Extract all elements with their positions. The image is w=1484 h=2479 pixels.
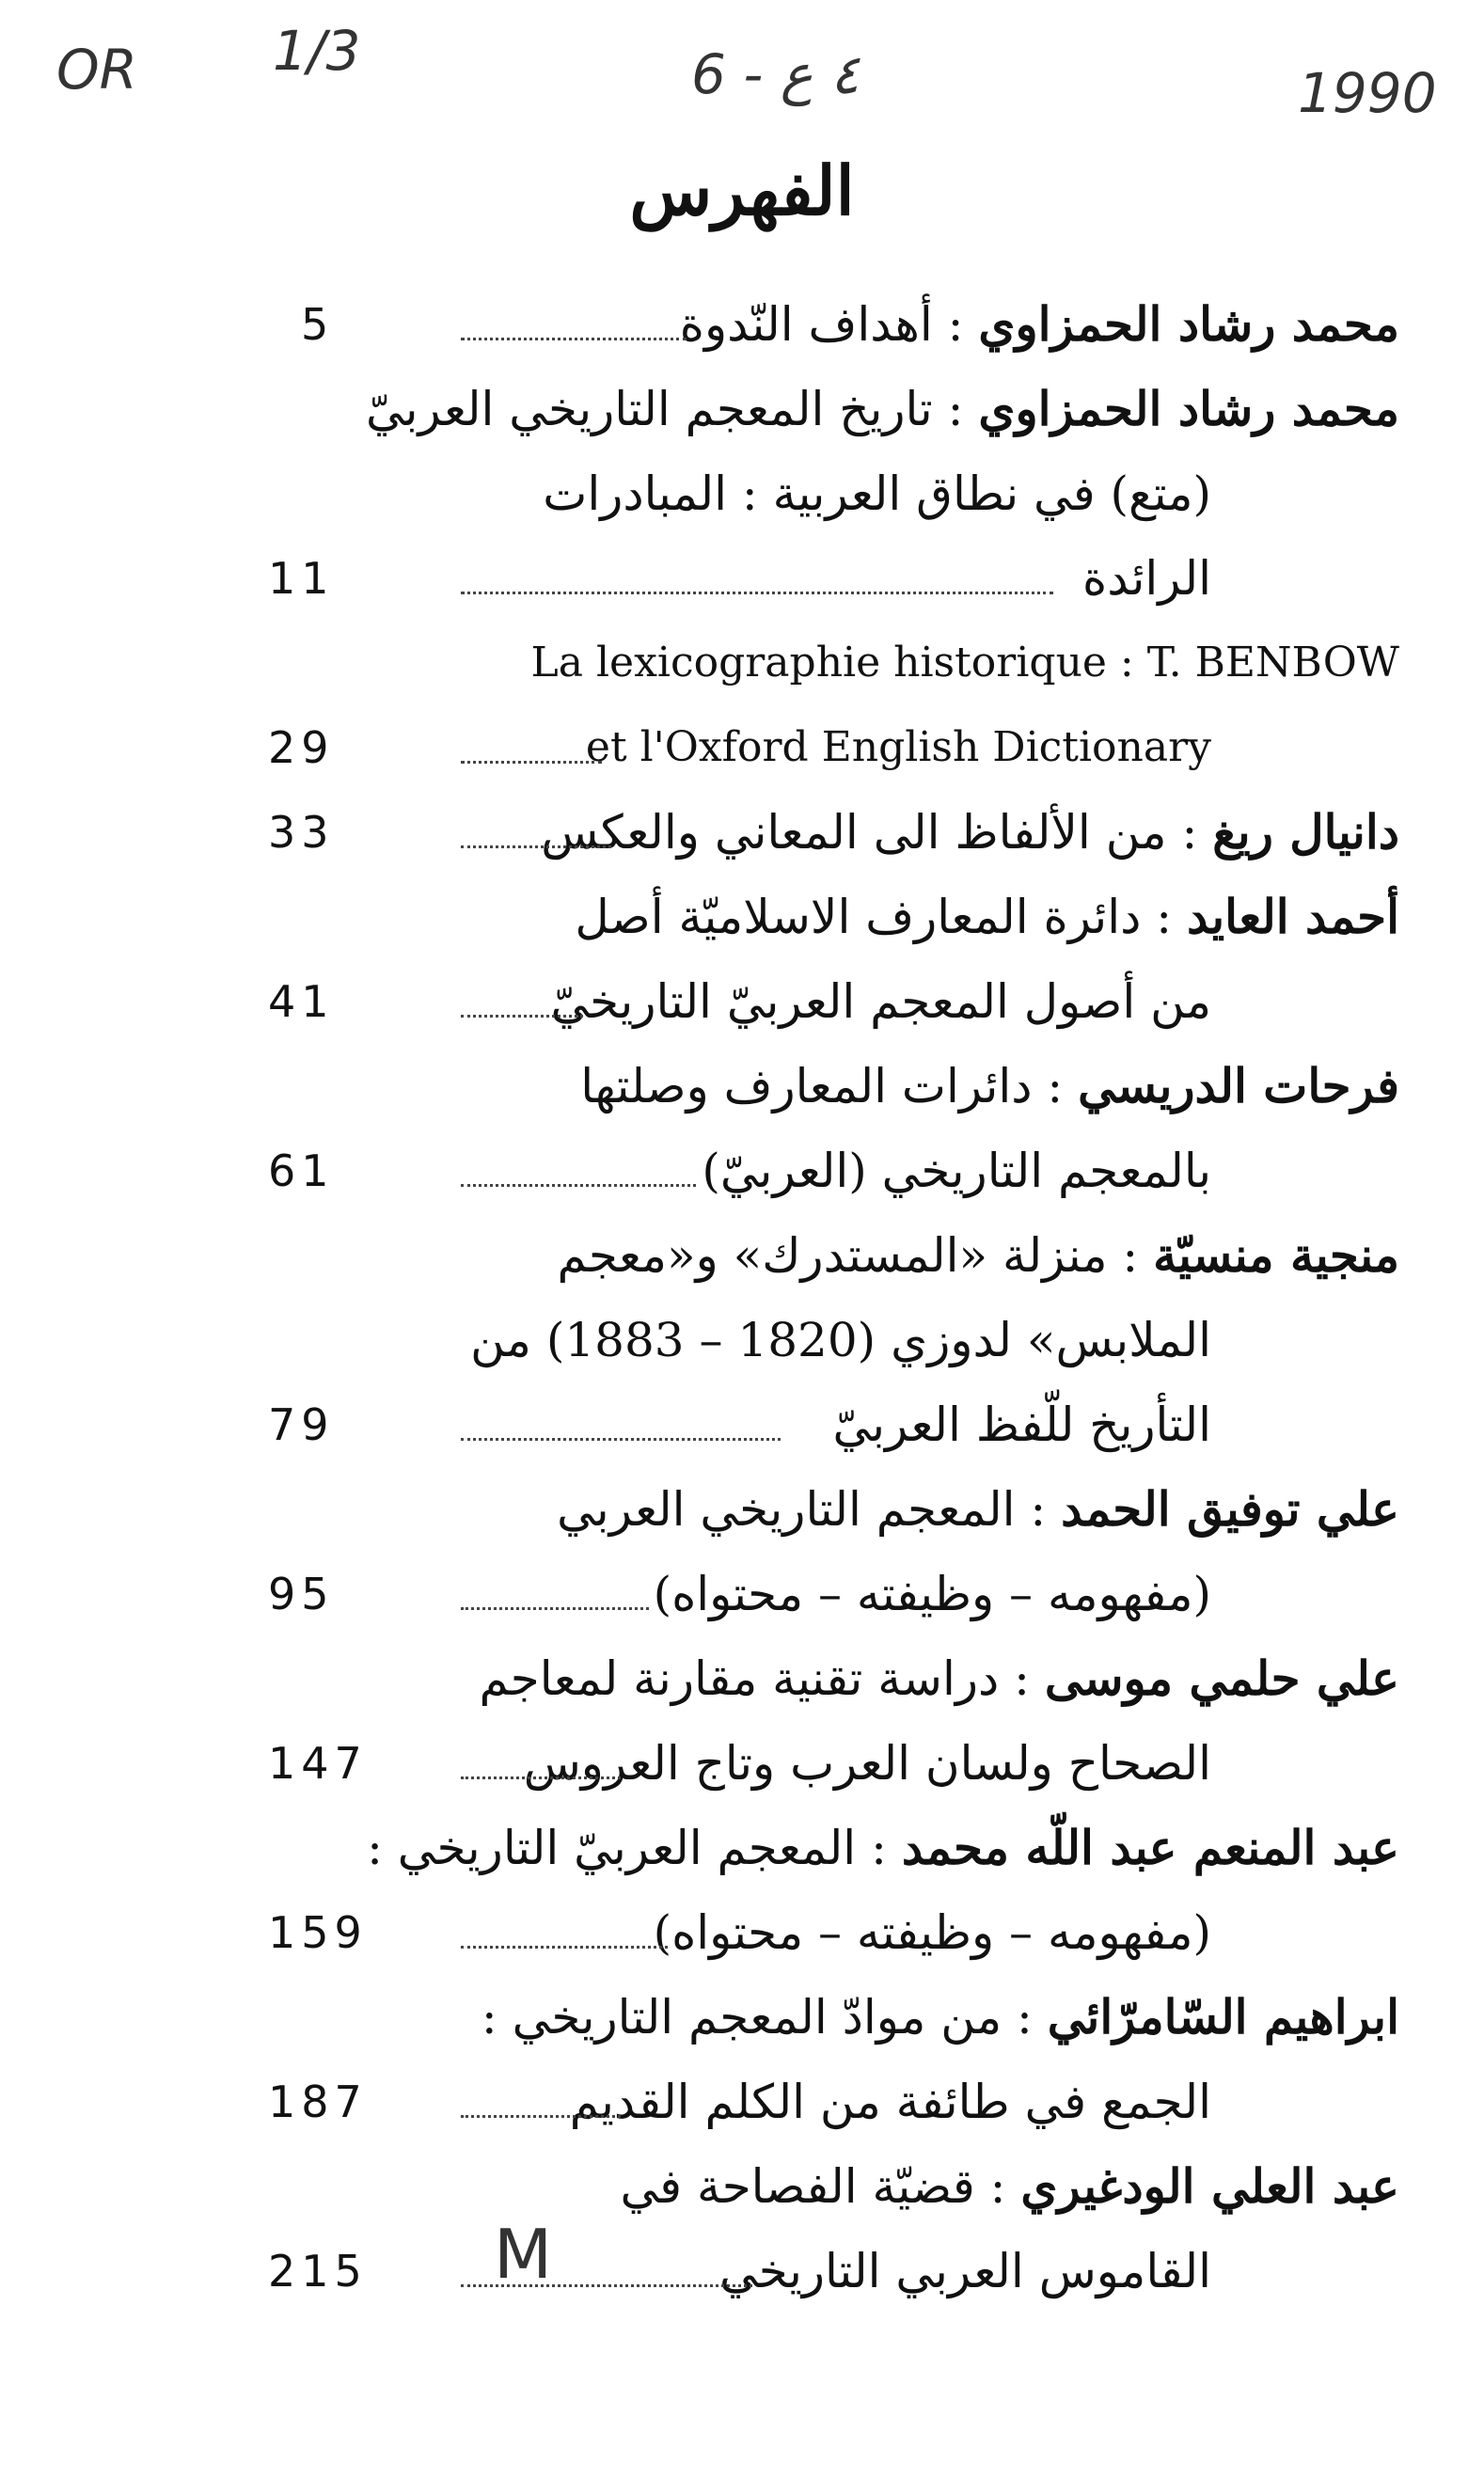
leader-dots	[461, 1436, 781, 1441]
toc-line	[0, 710, 1484, 785]
toc-text: الرائدة	[1082, 551, 1211, 606]
toc-line	[0, 2149, 1484, 2224]
toc-text: La lexicographie historique : T. BENBOW	[530, 639, 1399, 687]
leader-dots	[461, 590, 1053, 594]
toc-author: علي حلمي موسى	[1044, 1650, 1399, 1706]
toc-text: : دراسة تقنية مقارنة لمعاجم	[479, 1651, 1045, 1706]
toc-line	[0, 1218, 1484, 1293]
toc-page-number: 61	[268, 1145, 335, 1196]
toc-text: الملابس» لدوزي (1820 – 1883) من	[470, 1313, 1211, 1367]
toc-line	[0, 371, 1484, 447]
toc-page-number: 187	[268, 2076, 368, 2127]
toc-author: عبد المنعم عبد اللّه محمد	[901, 1820, 1399, 1875]
toc-text: : تاريخ المعجم التاريخي العربيّ	[365, 382, 979, 436]
toc-author: أحمد العايد	[1186, 889, 1399, 944]
toc-author: محمد رشاد الحمزاوي	[978, 381, 1399, 436]
handwritten-year: 1990	[1298, 61, 1437, 125]
toc-line	[0, 1049, 1484, 1124]
toc-text: من أصول المعجم العربيّ التاريخيّ	[550, 974, 1211, 1029]
handwritten-fraction: 1/3	[273, 19, 361, 83]
toc-line	[0, 1387, 1484, 1462]
toc-author: علي توفيق الحمد	[1061, 1481, 1399, 1537]
toc-line	[0, 879, 1484, 955]
toc-text: (مفهومه – وظيفته – محتواه)	[653, 1567, 1211, 1621]
toc-text: (مفهومه – وظيفته – محتواه)	[653, 1905, 1211, 1960]
toc-text: (متع) في نطاق العربية : المبادرات	[543, 466, 1211, 521]
handwritten-margin-mark: M	[494, 2215, 553, 2294]
leader-dots	[461, 1944, 668, 1949]
toc-text: : من الألفاظ الى المعاني والعكس	[541, 805, 1213, 860]
toc-text: : المعجم التاريخي العربي	[557, 1482, 1062, 1537]
toc-text: : دائرة المعارف الاسلاميّة أصل	[575, 890, 1187, 944]
page-title: الفهرس	[629, 150, 855, 230]
toc-text: : دائرات المعارف وصلتها	[580, 1059, 1079, 1113]
toc-page-number: 33	[268, 807, 335, 858]
toc-text: : من موادّ المعجم التاريخي :	[481, 1990, 1048, 2045]
toc-text: بالمعجم التاريخي (العربيّ)	[702, 1144, 1211, 1198]
toc-line	[0, 1133, 1484, 1208]
toc-text: القاموس العربي التاريخي	[719, 2244, 1211, 2298]
toc-line	[0, 1810, 1484, 1886]
leader-dots	[461, 2113, 621, 2118]
leader-dots	[461, 1182, 696, 1187]
toc-author: ابراهيم السّامرّائي	[1047, 1989, 1399, 2045]
toc-page-number: 159	[268, 1907, 368, 1958]
toc-text: الصحاح ولسان العرب وتاج العروس	[523, 1736, 1211, 1791]
toc-line	[0, 1303, 1484, 1378]
toc-line	[0, 1980, 1484, 2055]
leader-dots	[461, 759, 602, 764]
toc-text: التأريخ للّفظ العربيّ	[832, 1397, 1211, 1452]
leader-dots	[461, 1013, 583, 1018]
toc-text: : المعجم العربيّ التاريخي :	[367, 1821, 902, 1875]
toc-page-number: 79	[268, 1399, 335, 1450]
toc-text: et l'Oxford English Dictionary	[585, 723, 1211, 771]
toc-author: منجية منسيّة	[1153, 1227, 1399, 1283]
toc-line	[0, 964, 1484, 1039]
toc-text: : منزلة «المستدرك» و«معجم	[557, 1228, 1154, 1283]
toc-line	[0, 2064, 1484, 2140]
toc-line	[0, 1641, 1484, 1716]
leader-dots	[461, 336, 687, 340]
handwritten-or: OR	[56, 38, 137, 102]
toc-line	[0, 1726, 1484, 1801]
toc-author: دانيال ريغ	[1212, 804, 1399, 860]
leader-dots	[461, 1605, 649, 1610]
toc-author: محمد رشاد الحمزاوي	[978, 296, 1399, 352]
toc-line	[0, 456, 1484, 531]
handwritten-center-code: 6 - ٤ ع	[691, 42, 860, 106]
toc-text: : قضيّة الفصاحة في	[620, 2159, 1021, 2214]
leader-dots	[461, 844, 611, 848]
toc-author: فرحات الدريسي	[1078, 1058, 1399, 1113]
toc-text: : أهداف النّدوة	[679, 297, 979, 352]
toc-line	[0, 625, 1484, 701]
toc-line	[0, 287, 1484, 362]
toc-line	[0, 2234, 1484, 2309]
toc-page-number: 41	[268, 976, 335, 1027]
toc-author: عبد العلي الودغيري	[1020, 2158, 1399, 2214]
toc-page-number: 215	[268, 2246, 368, 2297]
toc-line	[0, 1556, 1484, 1632]
toc-page-number: 11	[268, 553, 335, 604]
toc-page-number: 147	[268, 1738, 368, 1789]
toc-text: الجمع في طائفة من الكلم القديم	[569, 2075, 1211, 2129]
toc-line	[0, 541, 1484, 616]
toc-line	[0, 795, 1484, 870]
toc-line	[0, 1472, 1484, 1547]
leader-dots	[461, 1775, 621, 1779]
toc-page-number: 29	[268, 722, 335, 773]
toc-page-number: 95	[268, 1569, 335, 1619]
toc-line	[0, 1895, 1484, 1970]
toc-page-number: 5	[301, 299, 335, 350]
